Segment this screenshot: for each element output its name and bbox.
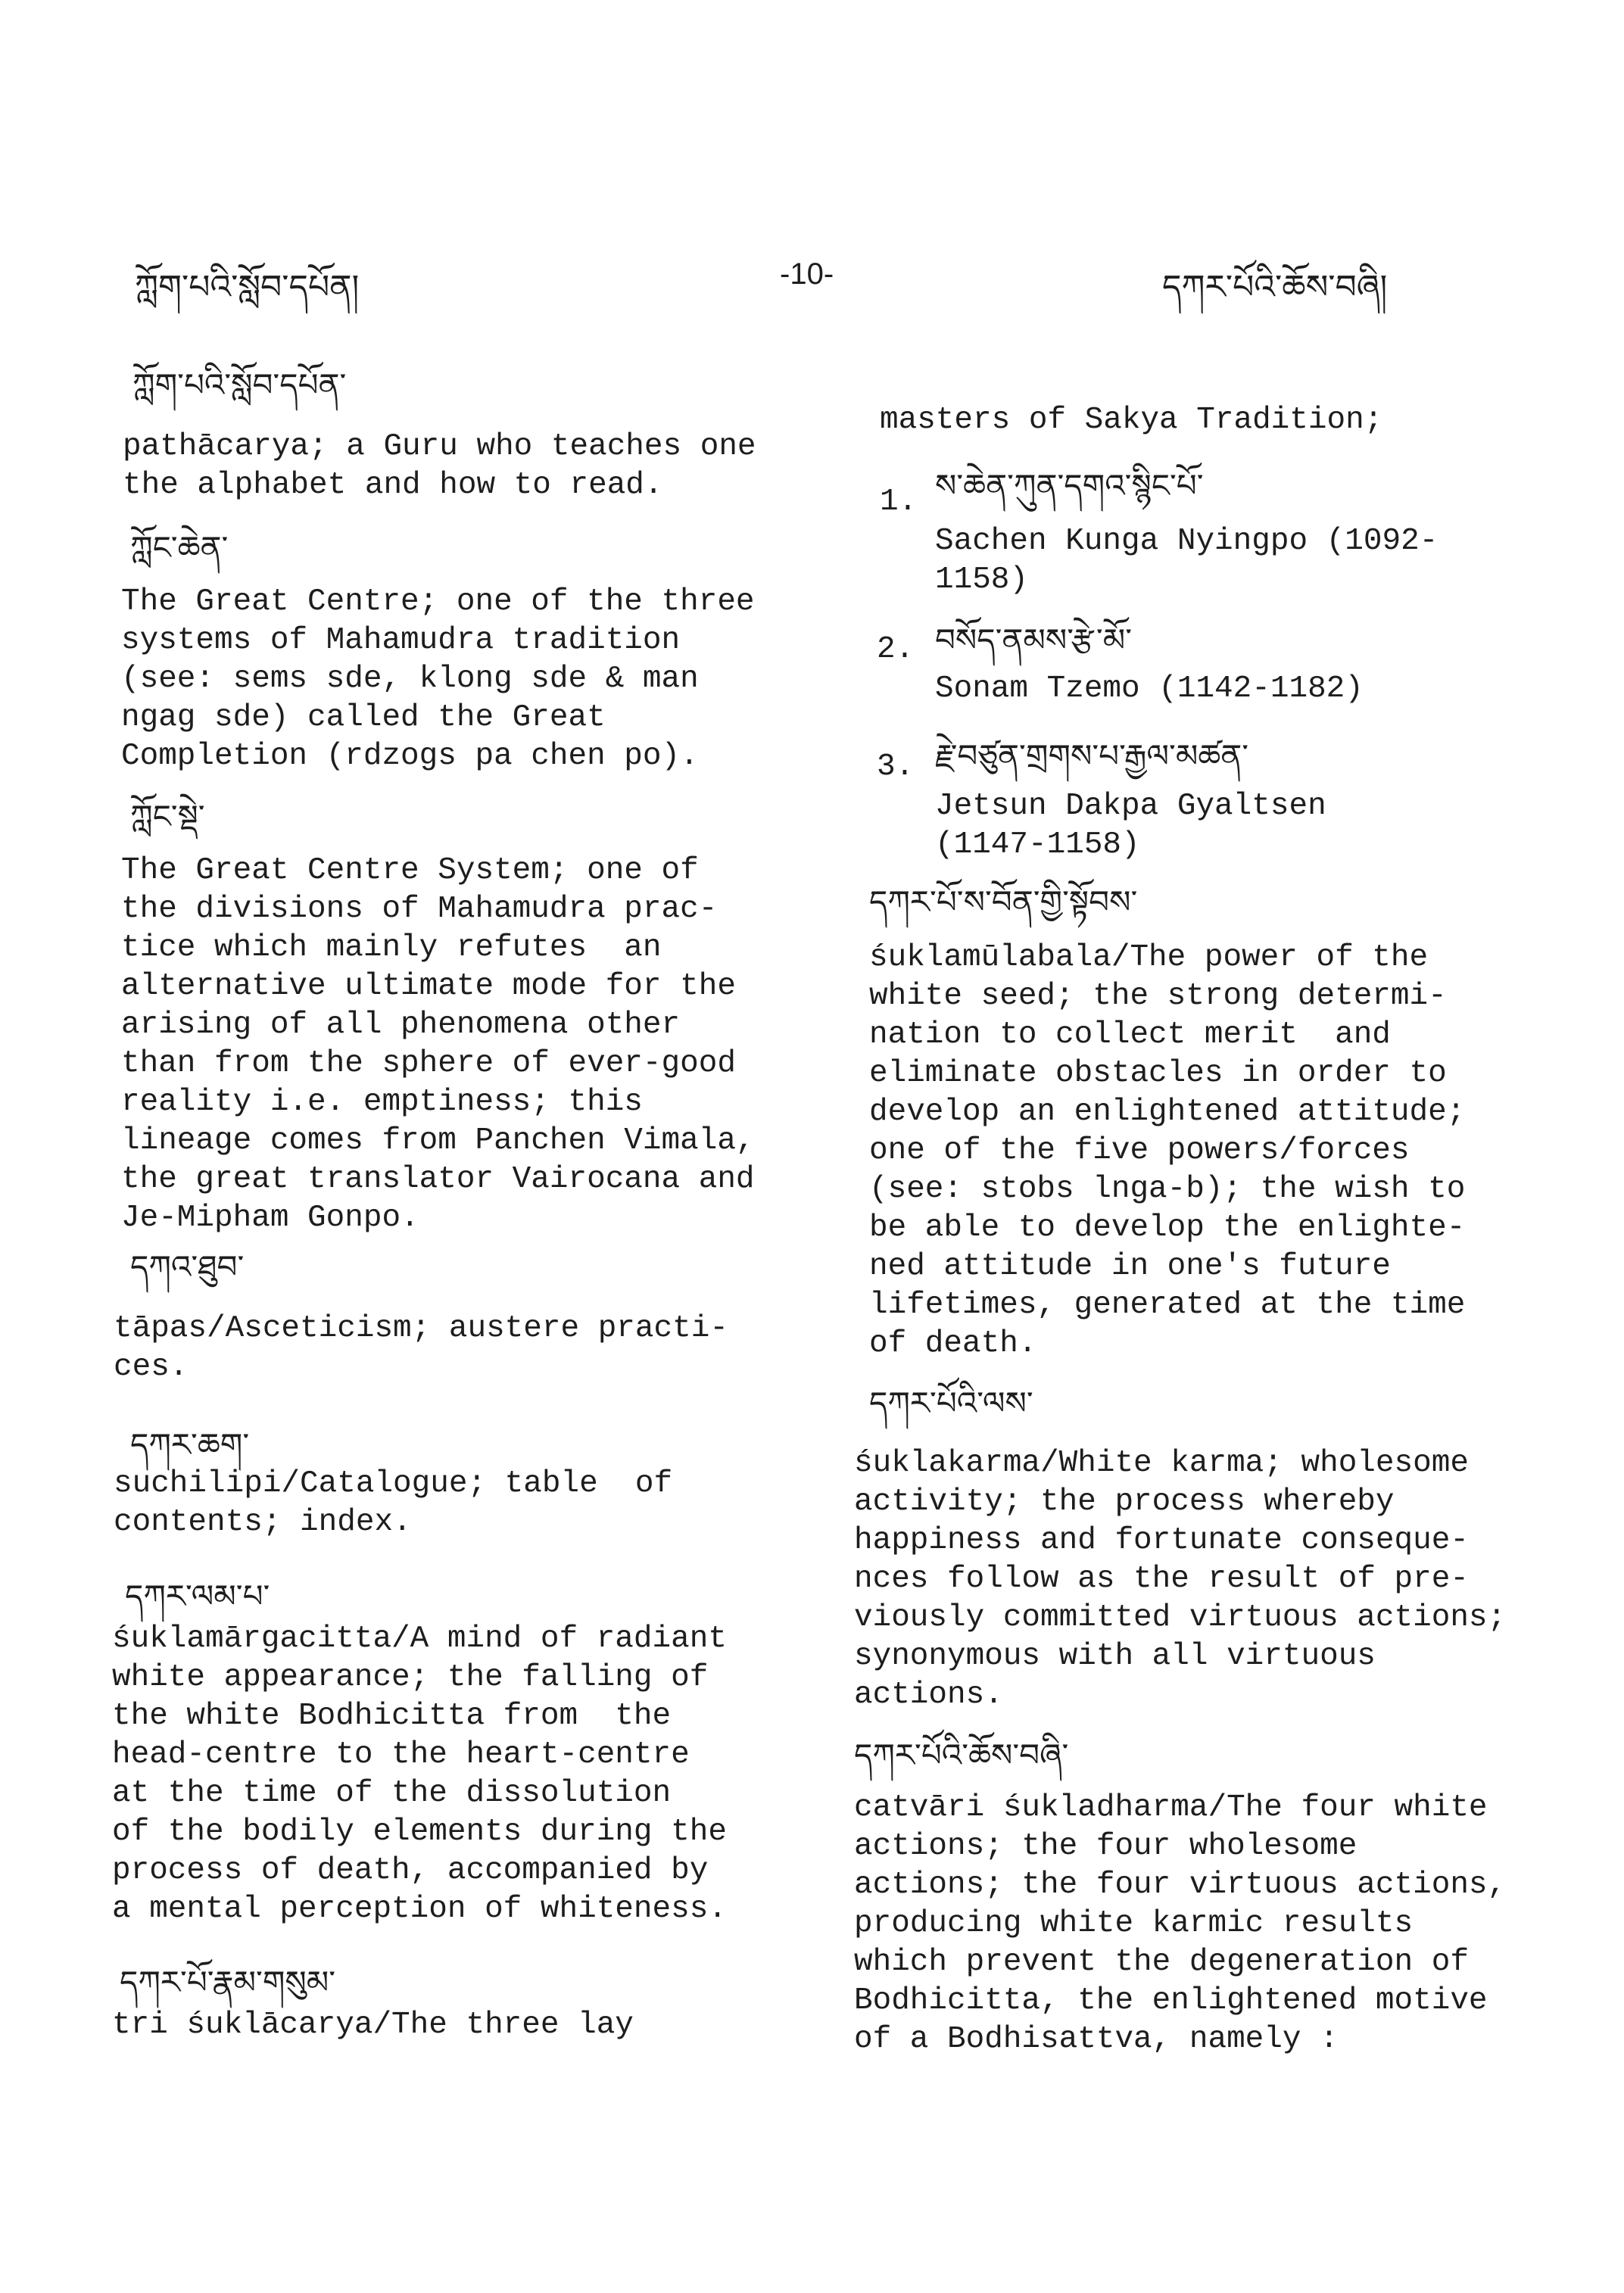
entry-definition: śuklamūlabala/The power of the white seed; the strong determi- nation to collect merit and eliminate obstacles in order to develop an enlightened attitude; one of the five powers/forces (see: stobs lnga-b); the wish to be able to develop the enlighte- ned attitude in one's future lifetimes, generated at the time of death. bbox=[869, 940, 1466, 1361]
entry-term: དཀར་པོའི་ཆོས་བཞི་ bbox=[854, 1737, 1069, 1774]
entry-definition: śuklamārgacitta/A mind of radiant white appearance; the falling of the white Bodhicitta from the head-centre to the heart-centre at the time of the dissolution of the bodily elements during the process of death, accompanied by a mental perception of whiteness. bbox=[112, 1622, 727, 1927]
entry-definition: tri śuklācarya/The three lay bbox=[112, 2008, 634, 2042]
master-name: Sachen Kunga Nyingpo (1092- 1158) bbox=[935, 524, 1439, 597]
entry-definition: suchilipi/Catalogue; table of contents; index. bbox=[114, 1466, 673, 1540]
entry-definition: tāpas/Asceticism; austere practi- ces. bbox=[114, 1311, 728, 1385]
master-tibetan-name: ས་ཆེན་ཀུན་དགའ་སྙིང་པོ་ bbox=[935, 467, 1204, 504]
entry-term: ཀློག་པའི་སློབ་དཔོན་ bbox=[132, 366, 347, 403]
entry-term: དཀར་པོ་ས་བོན་གྱི་སྟོབས་ bbox=[869, 883, 1138, 921]
entry-term: དཀའ་ཐུབ་ bbox=[130, 1248, 245, 1285]
header-right-tibetan: དཀར་པོའི་ཆོས་བཞི། bbox=[1162, 268, 1388, 307]
header-left-tibetan: ཀློག་པའི་སློབ་དཔོན། bbox=[135, 268, 360, 307]
entry-term: དཀར་པོའི་ལས་ bbox=[869, 1385, 1033, 1422]
master-name: Sonam Tzemo (1142-1182) bbox=[935, 671, 1364, 706]
list-number: 3. bbox=[877, 749, 915, 784]
page-number: -10- bbox=[780, 257, 834, 291]
entry-term: ཀློང་ཆེན་ bbox=[130, 529, 229, 566]
master-tibetan-name: བསོད་ནམས་རྩེ་མོ་ bbox=[935, 622, 1133, 659]
list-number: 1. bbox=[880, 484, 918, 519]
entry-definition: The Great Centre; one of the three systems of Mahamudra tradition (see: sems sde, klong sde & man ngag sde) called the Great Completion (rdzogs pa chen po). bbox=[121, 584, 755, 774]
entry-definition: śuklakarma/White karma; wholesome activity; the process whereby happiness and fortunate conseque- nces follow as the result of pre- viously committed virtuous actions; synonymous with all virtuous actions. bbox=[854, 1446, 1507, 1712]
list-number: 2. bbox=[877, 632, 915, 667]
entry-definition: pathācarya; a Guru who teaches one the alphabet and how to read. bbox=[123, 429, 756, 503]
entry-term: དཀར་ཆག་ bbox=[130, 1426, 250, 1463]
master-tibetan-name: རྗེ་བཙུན་གྲགས་པ་རྒྱལ་མཚན་ bbox=[935, 737, 1249, 774]
entry-term: དཀར་ལམ་པ་ bbox=[125, 1578, 270, 1615]
entry-term: དཀར་པོ་རྣམ་གསུམ་ bbox=[120, 1964, 336, 2001]
entry-term: ཀློང་སྡེ་ bbox=[130, 798, 205, 835]
continued-text: masters of Sakya Tradition; bbox=[880, 403, 1383, 438]
entry-definition: The Great Centre System; one of the divisions of Mahamudra prac- tice which mainly refutes an alternative ultimate mode for the arising of all phenomena other than from the sphere of ever-good reality i.e. emptiness; this lineage comes from Panchen Vimala, the great translator Vairocana and Je-Mipham Gonpo. bbox=[121, 853, 755, 1235]
master-name: Jetsun Dakpa Gyaltsen (1147-1158) bbox=[935, 789, 1326, 862]
entry-definition: catvāri śukladharma/The four white actions; the four wholesome actions; the four virtuous actions, producing white karmic results which prevent the degeneration of Bodhicitta, the enlightened motive of a Bodhisattva, namely : bbox=[854, 1790, 1507, 2057]
